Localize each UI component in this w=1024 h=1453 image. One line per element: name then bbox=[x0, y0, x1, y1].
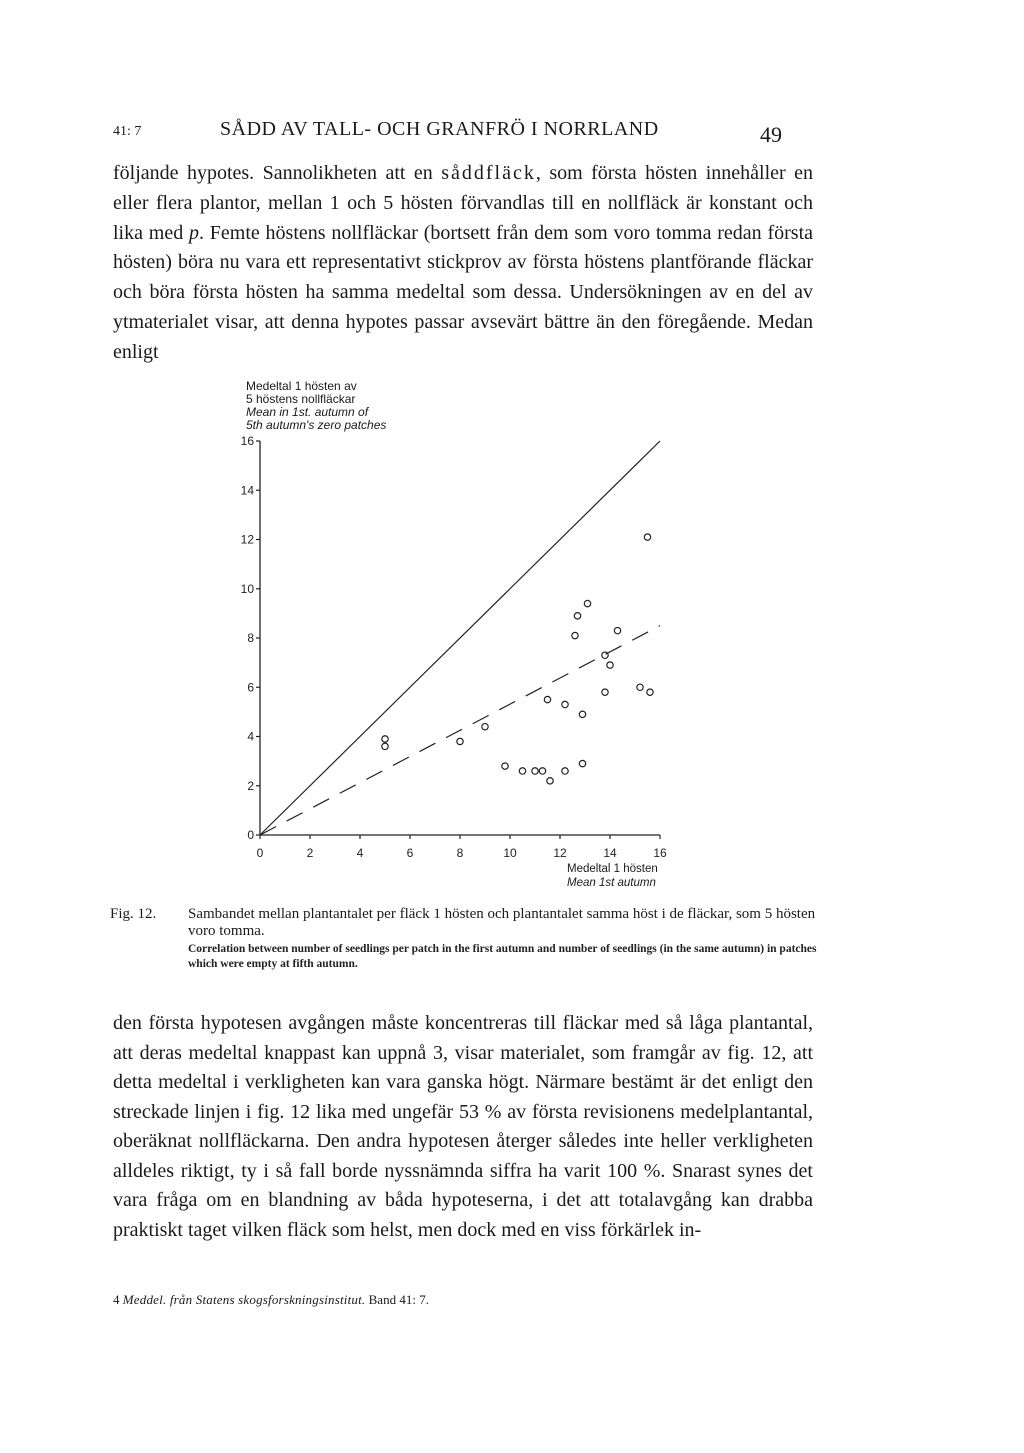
y-tick-label-0: 0 bbox=[247, 828, 254, 842]
scatter-point-7 bbox=[574, 613, 580, 619]
scatter-point-6 bbox=[584, 600, 590, 606]
scatter-point-11 bbox=[607, 662, 613, 668]
scatter-point-18 bbox=[539, 768, 545, 774]
x-tick-label-10: 10 bbox=[503, 846, 517, 860]
y-label-sv-line1: Medeltal 1 hösten av bbox=[246, 379, 357, 393]
footnote bbox=[113, 1292, 429, 1308]
chart-x-axis-label bbox=[567, 862, 658, 890]
header-title: SÅDD AV TALL- OCH GRANFRÖ I NORRLAND bbox=[220, 118, 659, 140]
x-tick-label-2: 2 bbox=[306, 846, 314, 860]
x-tick-label-4: 4 bbox=[356, 846, 364, 860]
scatter-point-4 bbox=[544, 696, 550, 702]
scatter-point-17 bbox=[519, 768, 525, 774]
paragraph-1 bbox=[113, 159, 813, 368]
identity-line bbox=[260, 441, 660, 835]
footnote-number: 4 bbox=[113, 1292, 120, 1307]
page-number: 49 bbox=[760, 122, 782, 147]
caption-fig-label: Fig. 12. bbox=[110, 906, 157, 922]
y-tick-label-8: 8 bbox=[247, 631, 254, 645]
scatter-point-15 bbox=[562, 701, 568, 707]
scatter-point-3 bbox=[482, 723, 488, 729]
paragraph-1-text-a: följande hypotes. Sannolikheten att en bbox=[113, 162, 442, 184]
x-tick-label-6: 6 bbox=[406, 846, 414, 860]
scatter-point-1 bbox=[382, 736, 388, 742]
scatter-chart bbox=[230, 430, 670, 860]
chart-y-axis-label bbox=[246, 380, 386, 432]
caption-swedish: Sambandet mellan plantantalet per fläck 1 hösten och plantantalet samma höst i de fläckar, som 5 hösten voro tomma. bbox=[188, 906, 816, 939]
y-tick-label-6: 6 bbox=[247, 680, 254, 695]
y-tick-label-4: 4 bbox=[247, 729, 254, 744]
x-tick-label-0: 0 bbox=[256, 846, 264, 860]
y-tick-label-14: 14 bbox=[240, 483, 254, 498]
scatter-point-22 bbox=[502, 763, 508, 769]
scatter-point-21 bbox=[579, 760, 585, 766]
scatter-point-23 bbox=[532, 768, 538, 774]
paragraph-1-spaced-term: såddfläck bbox=[441, 162, 536, 184]
y-label-en-line1: Mean in 1st. autumn of bbox=[246, 405, 369, 419]
y-tick-label-12: 12 bbox=[240, 532, 254, 547]
scatter-point-14 bbox=[647, 689, 653, 695]
running-header bbox=[113, 118, 813, 148]
paragraph-1-text-b: , som första hösten innehåller en eller flera plantor, mellan 1 och 5 hösten förvandlas till en nollfläck är konstant och lika med bbox=[113, 162, 813, 244]
caption-english: Correlation between number of seedlings per patch in the first autumn and number of seedlings (in the same autumn) in patches which were empty at fifth autumn. bbox=[188, 943, 817, 970]
scatter-point-12 bbox=[602, 689, 608, 695]
x-tick-label-12: 12 bbox=[553, 846, 567, 860]
header-issue-ref: 41: 7 bbox=[113, 124, 142, 139]
scatter-point-20 bbox=[547, 778, 553, 784]
dashed-regression-line bbox=[260, 626, 660, 835]
scatter-point-16 bbox=[579, 711, 585, 717]
scatter-point-9 bbox=[614, 627, 620, 633]
footnote-band: Band 41: 7. bbox=[368, 1292, 429, 1307]
paragraph-1-symbol-p: p bbox=[189, 221, 199, 244]
scatter-point-0 bbox=[382, 743, 388, 749]
scatter-point-13 bbox=[637, 684, 643, 690]
paragraph-2: den första hypotesen avgången måste koncentreras till fläckar med så låga plantantal, att deras medeltal knappast kan uppnå 3, visar materialet, som framgår av fig. 12, att detta medeltal i verkligheten kan vara ganska högt. Närmare bestämt är det enligt den streckade linjen i fig. 12 lika med ungefär 53 % av första revisionens medelplantantal, oberäknat nollfläckarna. Den andra hypotesen återger således inte heller verkligheten alldeles riktigt, ty i så fall borde nyssnämnda siffra ha varit 100 %. Snarast synes det vara fråga om en blandning av båda hypoteserna, i det att totalavgång kan drabba praktiskt taget vilken fläck som helst, men dock med en viss förkärlek in- bbox=[113, 1012, 813, 1241]
x-label-en: Mean 1st autumn bbox=[567, 877, 656, 889]
y-tick-label-16: 16 bbox=[240, 434, 254, 448]
x-tick-label-14: 14 bbox=[603, 846, 617, 860]
scatter-point-5 bbox=[644, 534, 650, 540]
footnote-journal: Meddel. från Statens skogsforskningsinstitut. bbox=[122, 1292, 366, 1307]
scatter-point-8 bbox=[572, 632, 578, 638]
y-label-en-line2: 5th autumn's zero patches bbox=[246, 418, 387, 432]
y-tick-label-10: 10 bbox=[240, 581, 254, 596]
x-label-sv: Medeltal 1 hösten bbox=[567, 863, 658, 875]
y-tick-label-2: 2 bbox=[247, 778, 254, 793]
y-label-sv-line2: 5 höstens nollfläckar bbox=[246, 392, 356, 406]
x-tick-label-16: 16 bbox=[653, 846, 667, 860]
x-tick-label-8: 8 bbox=[456, 846, 464, 860]
scatter-point-19 bbox=[562, 768, 568, 774]
paragraph-1-text-c: . Femte höstens nollfläckar (bortsett från dem som voro tomma redan första hösten) böra nu vara ett representativt stickprov av första höstens plantförande fläckar och böra första hösten ha samma medeltal som dessa. Undersökningen av en del av ytmaterialet visar, att denna hypotes passar avsevärt bättre än den föregående. Medan enligt bbox=[113, 221, 813, 363]
scatter-point-2 bbox=[457, 738, 463, 744]
